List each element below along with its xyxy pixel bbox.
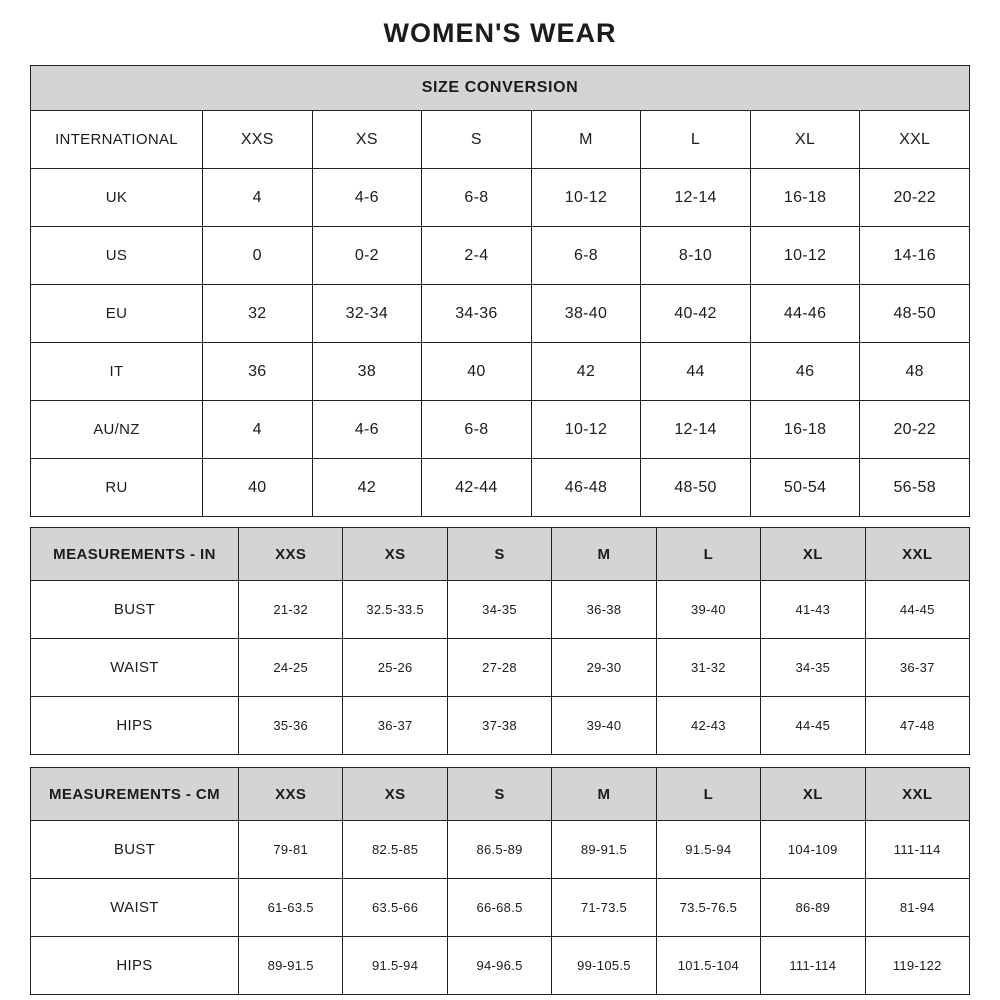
size-value-cell: 32 (203, 285, 313, 343)
row-label: INTERNATIONAL (31, 111, 203, 169)
size-value-cell: 66-68.5 (447, 879, 551, 937)
size-conversion-body (31, 111, 970, 517)
size-column-header: XXL (865, 528, 969, 581)
size-value-cell: 82.5-85 (343, 821, 447, 879)
row-label: WAIST (31, 879, 239, 937)
size-value-cell: XL (750, 111, 860, 169)
size-value-cell: 38 (312, 343, 422, 401)
size-value-cell: 61-63.5 (239, 879, 343, 937)
size-value-cell: 10-12 (750, 227, 860, 285)
size-value-cell: 20-22 (860, 401, 970, 459)
table-row (31, 821, 970, 879)
size-column-header: XL (761, 528, 865, 581)
size-column-header: XXL (865, 768, 969, 821)
size-value-cell: 44-46 (750, 285, 860, 343)
size-value-cell: 73.5-76.5 (656, 879, 760, 937)
row-label: HIPS (31, 697, 239, 755)
size-value-cell: 79-81 (239, 821, 343, 879)
row-label: US (31, 227, 203, 285)
measurements-cm-table (30, 767, 970, 995)
size-value-cell: 47-48 (865, 697, 969, 755)
size-value-cell: 4 (203, 401, 313, 459)
table-row (31, 639, 970, 697)
size-value-cell: 42-43 (656, 697, 760, 755)
size-value-cell: 12-14 (641, 169, 751, 227)
measurements-cm-body (31, 821, 970, 995)
table-row (31, 169, 970, 227)
size-value-cell: 101.5-104 (656, 937, 760, 995)
table-row (31, 227, 970, 285)
row-label: HIPS (31, 937, 239, 995)
size-column-header: XS (343, 528, 447, 581)
size-value-cell: 37-38 (447, 697, 551, 755)
table-row (31, 285, 970, 343)
size-value-cell: 25-26 (343, 639, 447, 697)
measurements-cm-title: MEASUREMENTS - CM (31, 768, 239, 821)
size-value-cell: XXL (860, 111, 970, 169)
size-value-cell: 42-44 (422, 459, 532, 517)
size-value-cell: 0-2 (312, 227, 422, 285)
size-value-cell: S (422, 111, 532, 169)
measurements-in-body (31, 581, 970, 755)
size-value-cell: 42 (531, 343, 641, 401)
size-value-cell: 94-96.5 (447, 937, 551, 995)
size-value-cell: 6-8 (422, 401, 532, 459)
size-value-cell: 32-34 (312, 285, 422, 343)
size-value-cell: 91.5-94 (343, 937, 447, 995)
size-value-cell: 6-8 (422, 169, 532, 227)
size-value-cell: 36-37 (343, 697, 447, 755)
size-value-cell: 44 (641, 343, 751, 401)
table-row (31, 581, 970, 639)
size-value-cell: 8-10 (641, 227, 751, 285)
size-value-cell: 44-45 (761, 697, 865, 755)
size-value-cell: 50-54 (750, 459, 860, 517)
size-value-cell: 16-18 (750, 401, 860, 459)
size-value-cell: 111-114 (761, 937, 865, 995)
size-value-cell: 89-91.5 (239, 937, 343, 995)
size-value-cell: 21-32 (239, 581, 343, 639)
row-label: WAIST (31, 639, 239, 697)
size-value-cell: 36-37 (865, 639, 969, 697)
size-column-header: S (447, 768, 551, 821)
size-value-cell: 10-12 (531, 169, 641, 227)
row-label: RU (31, 459, 203, 517)
size-value-cell: 48-50 (641, 459, 751, 517)
size-conversion-title: SIZE CONVERSION (31, 66, 970, 111)
measurements-in-table (30, 527, 970, 755)
size-value-cell: 20-22 (860, 169, 970, 227)
size-value-cell: M (531, 111, 641, 169)
size-value-cell: 40-42 (641, 285, 751, 343)
measurements-in-title: MEASUREMENTS - IN (31, 528, 239, 581)
size-value-cell: 99-105.5 (552, 937, 656, 995)
size-value-cell: XXS (203, 111, 313, 169)
size-value-cell: 86.5-89 (447, 821, 551, 879)
size-value-cell: 34-35 (761, 639, 865, 697)
table-row (31, 879, 970, 937)
size-value-cell: 71-73.5 (552, 879, 656, 937)
size-value-cell: 48-50 (860, 285, 970, 343)
size-conversion-table (30, 65, 970, 517)
size-column-header: M (552, 528, 656, 581)
table-row (31, 459, 970, 517)
size-conversion-title-row (31, 66, 970, 111)
row-label: BUST (31, 821, 239, 879)
size-value-cell: 14-16 (860, 227, 970, 285)
size-value-cell: 27-28 (447, 639, 551, 697)
size-value-cell: 40 (422, 343, 532, 401)
size-value-cell: 29-30 (552, 639, 656, 697)
table-row (31, 697, 970, 755)
size-value-cell: 91.5-94 (656, 821, 760, 879)
row-label: EU (31, 285, 203, 343)
size-value-cell: 34-35 (447, 581, 551, 639)
size-value-cell: 39-40 (656, 581, 760, 639)
size-value-cell: 35-36 (239, 697, 343, 755)
size-value-cell: 31-32 (656, 639, 760, 697)
size-value-cell: 12-14 (641, 401, 751, 459)
size-value-cell: 36-38 (552, 581, 656, 639)
size-value-cell: 24-25 (239, 639, 343, 697)
table-row (31, 937, 970, 995)
size-value-cell: 48 (860, 343, 970, 401)
size-value-cell: 81-94 (865, 879, 969, 937)
size-value-cell: 89-91.5 (552, 821, 656, 879)
table-row (31, 111, 970, 169)
size-value-cell: 44-45 (865, 581, 969, 639)
size-value-cell: 56-58 (860, 459, 970, 517)
size-value-cell: 39-40 (552, 697, 656, 755)
size-value-cell: 16-18 (750, 169, 860, 227)
size-value-cell: 119-122 (865, 937, 969, 995)
size-column-header: XXS (239, 528, 343, 581)
size-value-cell: 4-6 (312, 169, 422, 227)
row-label: IT (31, 343, 203, 401)
size-value-cell: 2-4 (422, 227, 532, 285)
size-column-header: M (552, 768, 656, 821)
size-column-header: S (447, 528, 551, 581)
size-value-cell: 6-8 (531, 227, 641, 285)
size-value-cell: 36 (203, 343, 313, 401)
size-value-cell: 86-89 (761, 879, 865, 937)
size-value-cell: 40 (203, 459, 313, 517)
size-value-cell: 46 (750, 343, 860, 401)
page-title: WOMEN'S WEAR (383, 18, 617, 48)
size-value-cell: L (641, 111, 751, 169)
size-value-cell: 0 (203, 227, 313, 285)
row-label: AU/NZ (31, 401, 203, 459)
size-column-header: XL (761, 768, 865, 821)
row-label: BUST (31, 581, 239, 639)
size-value-cell: 111-114 (865, 821, 969, 879)
size-value-cell: 104-109 (761, 821, 865, 879)
size-column-header: L (656, 528, 760, 581)
row-label: UK (31, 169, 203, 227)
size-value-cell: 10-12 (531, 401, 641, 459)
size-value-cell: 46-48 (531, 459, 641, 517)
size-value-cell: 42 (312, 459, 422, 517)
size-value-cell: 4-6 (312, 401, 422, 459)
size-column-header: XXS (239, 768, 343, 821)
size-column-header: XS (343, 768, 447, 821)
measurements-in-header-row (31, 528, 970, 581)
size-value-cell: 41-43 (761, 581, 865, 639)
size-value-cell: 38-40 (531, 285, 641, 343)
table-row (31, 401, 970, 459)
size-column-header: L (656, 768, 760, 821)
size-value-cell: 63.5-66 (343, 879, 447, 937)
table-row (31, 343, 970, 401)
size-value-cell: 4 (203, 169, 313, 227)
measurements-cm-header-row (31, 768, 970, 821)
size-value-cell: 32.5-33.5 (343, 581, 447, 639)
size-value-cell: 34-36 (422, 285, 532, 343)
size-value-cell: XS (312, 111, 422, 169)
